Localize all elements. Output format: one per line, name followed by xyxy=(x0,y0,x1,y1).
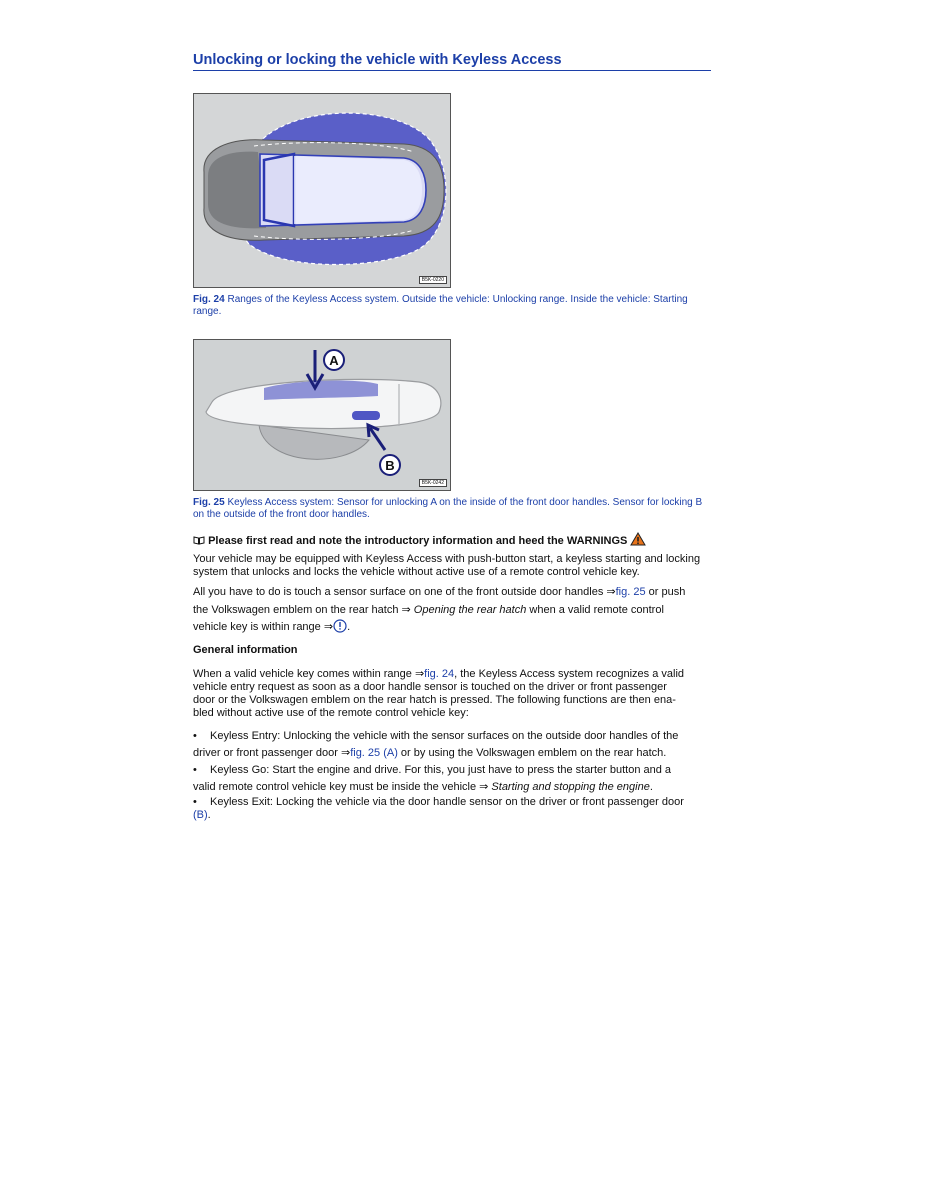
marker-b: B xyxy=(385,458,395,473)
text: the Volkswagen emblem on the rear hatch ⇒ xyxy=(193,603,414,616)
figure-label: Fig. 25 xyxy=(193,497,225,508)
figure-label: Fig. 24 xyxy=(193,294,225,305)
text: . xyxy=(347,621,351,633)
link-fig-24[interactable]: fig. 24 xyxy=(424,668,455,680)
link-fig-25[interactable]: fig. 25 xyxy=(615,586,646,598)
text: , the Keyless Access system recognizes a valid xyxy=(454,668,685,680)
link-starting-stopping-engine[interactable]: Starting and stopping the engine xyxy=(491,781,650,793)
figure-door-handle xyxy=(193,339,451,491)
figure-caption xyxy=(193,294,703,318)
text: All you have to do is touch a sensor surface on one of the front outside door handles ⇒ xyxy=(193,586,616,598)
book-icon xyxy=(193,536,205,545)
link-b[interactable]: (B) xyxy=(193,809,208,821)
figure-caption xyxy=(193,497,703,521)
instructions-paragraph xyxy=(193,584,708,637)
intro-heading-text: Please first read and note the introductory information and heed the WARNINGS xyxy=(208,535,628,547)
car-top-view-illustration xyxy=(194,94,450,287)
text: . xyxy=(649,781,653,793)
text: valid remote control vehicle key must be inside the vehicle ⇒ xyxy=(193,781,492,793)
list-item-keyless-exit xyxy=(193,796,708,822)
figure-code: B5K-0242 xyxy=(419,479,447,487)
text: or push xyxy=(645,586,686,598)
general-paragraph xyxy=(193,668,708,720)
figure-code: B5K-0220 xyxy=(419,276,447,284)
link-opening-rear-hatch[interactable]: Opening the rear hatch xyxy=(413,603,527,616)
text: or by using the Volkswagen emblem on the rear hatch. xyxy=(397,747,667,759)
caution-icon[interactable] xyxy=(333,619,347,633)
text: vehicle key is within range ⇒ xyxy=(193,621,334,633)
door-handle-illustration xyxy=(194,340,450,490)
warning-icon[interactable] xyxy=(630,532,646,546)
marker-a: A xyxy=(329,353,339,368)
figure-keyless-range xyxy=(193,93,451,288)
list-item-keyless-go xyxy=(193,762,708,796)
link-fig-25-a[interactable]: fig. 25 (A) xyxy=(350,747,398,759)
text: bled without active use of the remote control vehicle key: xyxy=(193,707,469,719)
general-information-heading: General information xyxy=(193,644,298,656)
text: • Keyless Exit: Locking the vehicle via the door handle sensor on the driver or front passenger door xyxy=(193,796,684,808)
intro-paragraph: Your vehicle may be equipped with Keyless Access with push-button start, a keyless starting and locking system that unlocks and locks the vehicle without active use of a remote control vehicle key. xyxy=(193,553,701,578)
text: when a valid remote control xyxy=(526,603,664,616)
text: . xyxy=(207,809,211,821)
text: • Keyless Go: Start the engine and drive. For this, you just have to press the starter button and a xyxy=(193,764,671,776)
list-item-keyless-entry xyxy=(193,728,708,762)
text: door or the Volkswagen emblem on the rear hatch is pressed. The following functions are then ena- xyxy=(193,694,676,706)
text: driver or front passenger door ⇒ xyxy=(193,747,351,759)
figure-caption-text: Keyless Access system: Sensor for unlocking A on the inside of the front door handles. Sensor for locking B on the outside of the front door handles. xyxy=(193,497,703,520)
text: vehicle entry request as soon as a door handle sensor is touched on the driver or front passenger xyxy=(193,681,667,693)
text: When a valid vehicle key comes within range ⇒ xyxy=(193,668,425,680)
figure-caption-text: Ranges of the Keyless Access system. Outside the vehicle: Unlocking range. Inside the vehicle: Starting range. xyxy=(193,294,688,317)
page-title: Unlocking or locking the vehicle with Keyless Access xyxy=(193,52,711,71)
intro-heading xyxy=(193,532,646,547)
text: • Keyless Entry: Unlocking the vehicle with the sensor surfaces on the outside door handles of the xyxy=(193,730,678,742)
